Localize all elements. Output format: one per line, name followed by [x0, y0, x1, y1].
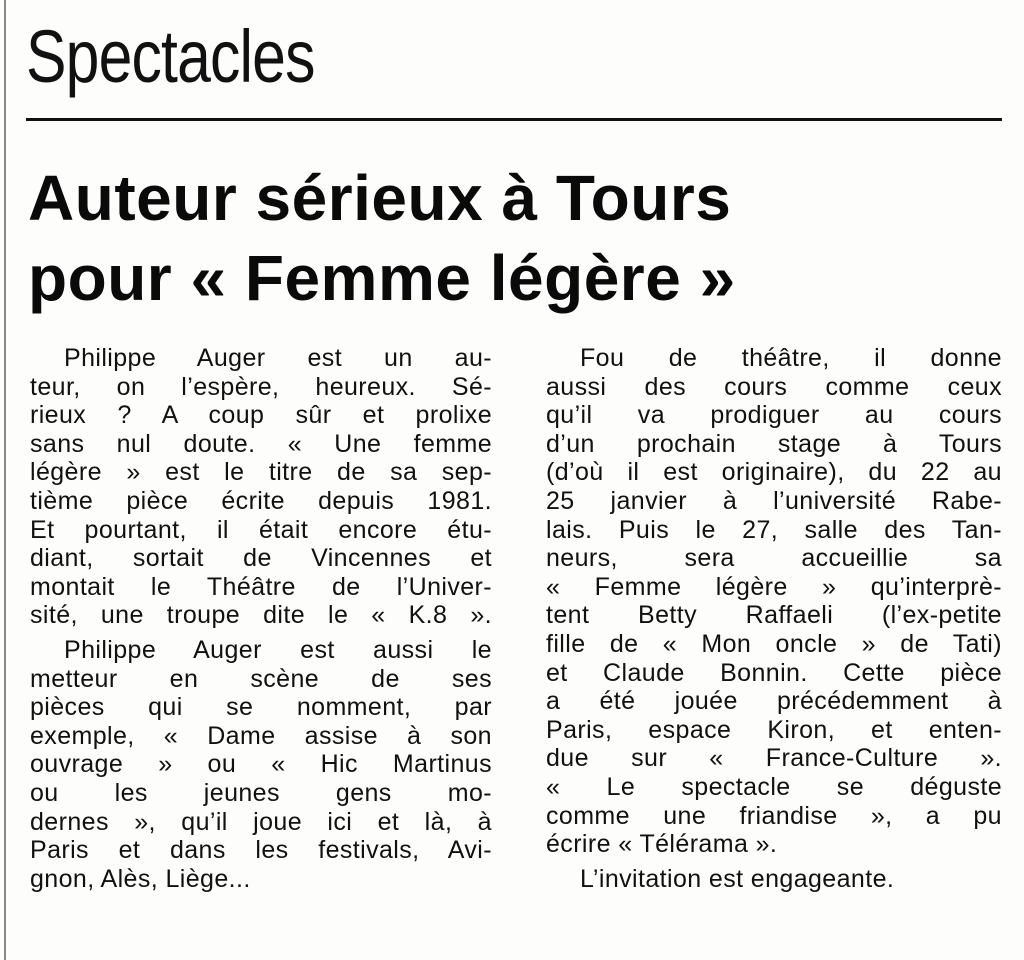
text-line: et Claude Bonnin. Cette pièce	[546, 658, 1002, 687]
text-line: sans nul doute. « Une femme	[30, 429, 492, 458]
text-line: gnon, Alès, Liège...	[30, 864, 251, 893]
text-line: sité, une troupe dite le « K.8 ».	[30, 601, 492, 630]
text-line: Paris, espace Kiron, et enten-	[546, 715, 1002, 744]
section-label: Spectacles	[26, 15, 315, 98]
text-line: montait le Théâtre de l’Univer-	[30, 572, 492, 601]
paragraph-4	[546, 865, 1002, 894]
text-line: lais. Puis le 27, salle des Tan-	[546, 515, 1002, 544]
text-line: pièces qui se nomment, par	[30, 693, 492, 722]
article-column-right	[546, 344, 1002, 893]
text-line: aussi des cours comme ceux	[546, 372, 1002, 401]
text-line: exemple, « Dame assise à son	[30, 721, 492, 750]
headline-line-1: Auteur sérieux à Tours	[28, 162, 732, 234]
text-line: Philippe Auger est un au-	[64, 344, 492, 372]
text-line: ouvrage » ou « Hic Martinus	[30, 750, 492, 779]
paragraph-2	[30, 636, 492, 893]
text-line: légère » est le titre de sa sep-	[30, 458, 492, 487]
text-line: 25 janvier à l’université Rabe-	[546, 486, 1002, 515]
text-line: Fou de théâtre, il donne	[580, 344, 1002, 372]
text-line: fille de « Mon oncle » de Tati)	[546, 629, 1002, 658]
paragraph-1	[30, 344, 492, 630]
article-headline	[28, 158, 988, 318]
article-column-left	[30, 344, 492, 893]
text-line: due sur « France-Culture ».	[546, 744, 1002, 773]
text-line: tent Betty Raffaeli (l’ex-petite	[546, 601, 1002, 630]
text-line: qu’il va prodiguer au cours	[546, 401, 1002, 430]
text-line: rieux ? A coup sûr et prolixe	[30, 401, 492, 430]
text-line: tième pièce écrite depuis 1981.	[30, 486, 492, 515]
text-line: diant, sortait de Vincennes et	[30, 544, 492, 573]
text-line: d’un prochain stage à Tours	[546, 429, 1002, 458]
text-line: Philippe Auger est aussi le	[64, 635, 492, 664]
text-line: a été jouée précédemment à	[546, 687, 1002, 716]
text-line: neurs, sera accueillie sa	[546, 544, 1002, 573]
text-line: Paris et dans les festivals, Avi-	[30, 836, 492, 865]
text-line: metteur en scène de ses	[30, 664, 492, 693]
paragraph-3	[546, 344, 1002, 859]
section-rule	[26, 118, 1002, 121]
text-line: écrire « Télérama ».	[546, 830, 778, 859]
text-line: comme une friandise », a pu	[546, 801, 1002, 830]
text-line: teur, on l’espère, heureux. Sé-	[30, 372, 492, 401]
text-line: (d’où il est originaire), du 22 au	[546, 458, 1002, 487]
text-line: « Le spectacle se déguste	[546, 772, 1002, 801]
text-line: dernes », qu’il joue ici et là, à	[30, 807, 492, 836]
clipping-edge-line	[4, 0, 6, 960]
text-line: ou les jeunes gens mo-	[30, 778, 492, 807]
headline-line-2: pour « Femme légère »	[28, 242, 736, 314]
text-line: L’invitation est engageante.	[580, 864, 895, 893]
text-line: « Femme légère » qu’interprè-	[546, 572, 1002, 601]
text-line: Et pourtant, il était encore étu-	[30, 515, 492, 544]
